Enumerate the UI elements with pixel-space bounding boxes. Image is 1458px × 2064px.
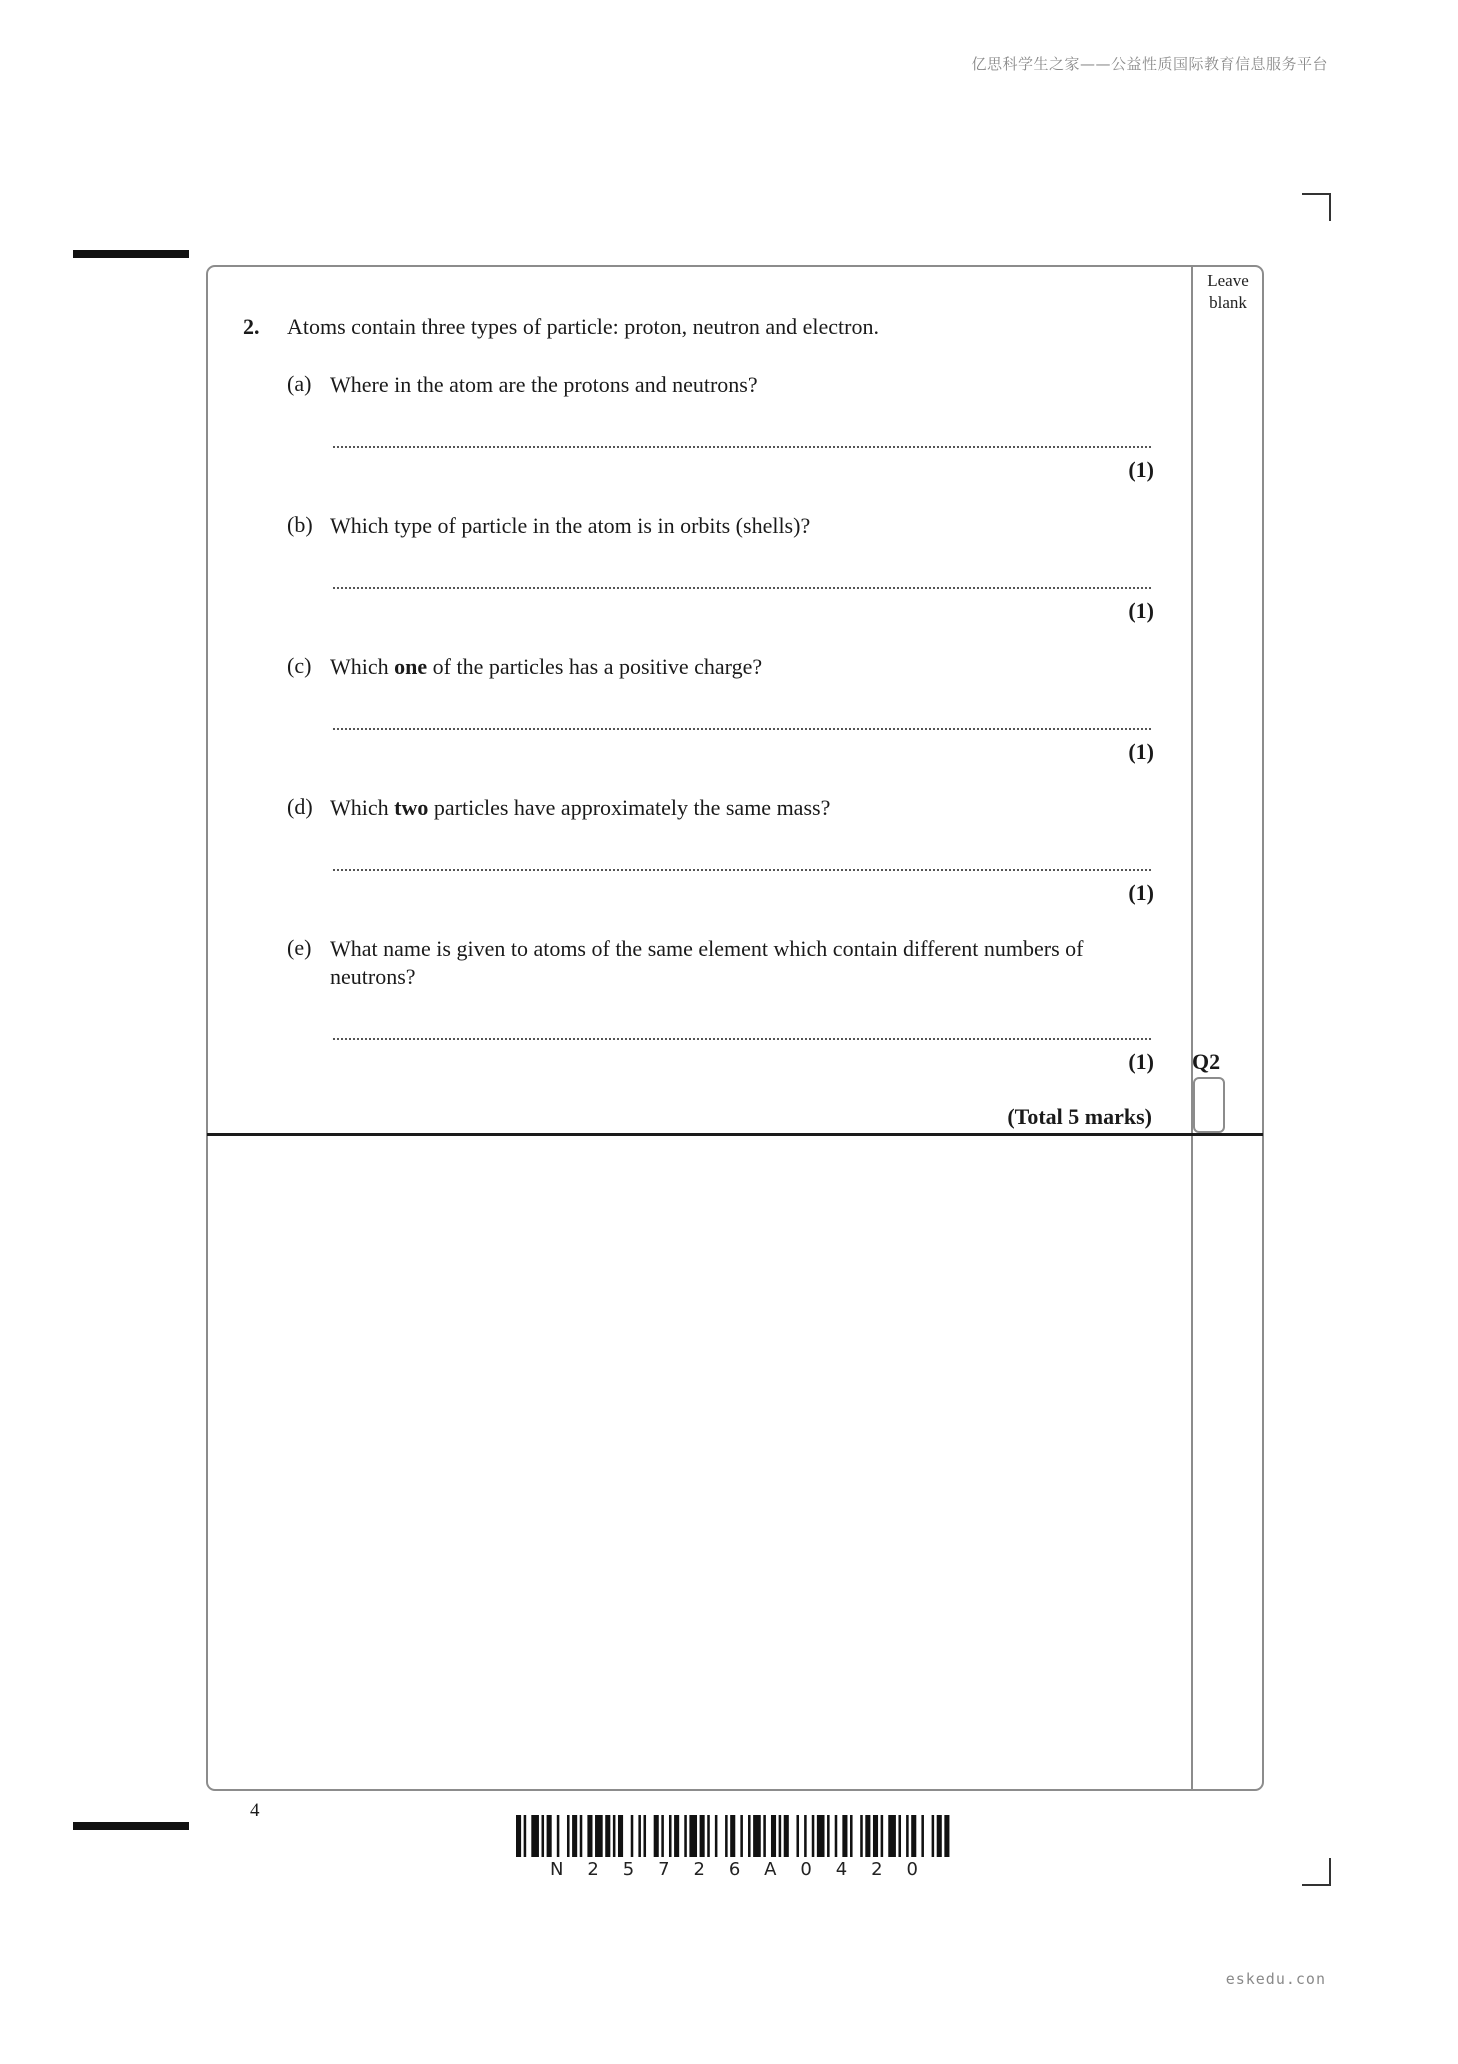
barcode-bar xyxy=(911,1815,916,1857)
barcode-bar xyxy=(567,1815,570,1857)
barcode-bar xyxy=(531,1815,539,1857)
crop-mark-top-h xyxy=(1302,193,1330,195)
barcode-bar xyxy=(784,1815,789,1857)
part-a-label: (a) xyxy=(287,371,312,396)
barcode-bar xyxy=(937,1815,942,1857)
barcode-bar xyxy=(817,1815,825,1857)
question-number: 2. xyxy=(243,314,260,339)
barcode-bar xyxy=(850,1815,853,1857)
part-d-label: (d) xyxy=(287,794,313,819)
footer-url: eskedu.con xyxy=(1225,1970,1326,1988)
barcode-digit: N xyxy=(550,1859,564,1880)
barcode-digit: A xyxy=(764,1859,777,1880)
barcode xyxy=(516,1815,952,1857)
barcode-bar xyxy=(631,1815,634,1857)
barcode-bar xyxy=(921,1815,924,1857)
barcode-bar xyxy=(779,1815,782,1857)
barcode-bar xyxy=(715,1815,718,1857)
barcode-bar xyxy=(638,1815,641,1857)
header-note: 亿思科学生之家——公益性质国际教育信息服务平台 xyxy=(971,55,1328,73)
barcode-bar xyxy=(804,1815,807,1857)
barcode-bar xyxy=(944,1815,949,1857)
barcode-bar xyxy=(725,1815,728,1857)
part-c-answer-line[interactable] xyxy=(333,728,1151,730)
barcode-bar xyxy=(771,1815,776,1857)
barcode-bar xyxy=(812,1815,815,1857)
question-tag: Q2 xyxy=(1192,1049,1221,1074)
barcode-bar xyxy=(547,1815,552,1857)
barcode-bar xyxy=(842,1815,847,1857)
barcode-digit: 2 xyxy=(693,1859,705,1880)
part-a-mark: (1) xyxy=(1128,457,1154,482)
barcode-bar xyxy=(516,1815,521,1857)
score-box[interactable] xyxy=(1193,1077,1225,1133)
barcode-bar xyxy=(684,1815,687,1857)
crop-mark-top-v xyxy=(1329,193,1331,221)
barcode-bar xyxy=(898,1815,901,1857)
part-d-text: Which two particles have approximately the same mass? xyxy=(330,795,831,820)
crop-mark-bottom-h xyxy=(1302,1884,1330,1886)
barcode-digits xyxy=(516,1859,952,1880)
part-c-mark: (1) xyxy=(1128,739,1154,764)
barcode-bar xyxy=(796,1815,799,1857)
barcode-digit: 2 xyxy=(871,1859,883,1880)
barcode-bar xyxy=(674,1815,679,1857)
barcode-digit: 0 xyxy=(800,1859,812,1880)
barcode-bar xyxy=(700,1815,705,1857)
barcode-bar xyxy=(865,1815,870,1857)
barcode-bar xyxy=(707,1815,710,1857)
question-stem: Atoms contain three types of particle: proton, neutron and electron. xyxy=(287,314,879,339)
barcode-bar xyxy=(661,1815,664,1857)
barcode-bar xyxy=(605,1815,610,1857)
part-c-label: (c) xyxy=(287,653,312,678)
part-c-emphasis: one xyxy=(394,654,428,679)
barcode-bar xyxy=(730,1815,735,1857)
part-b-label: (b) xyxy=(287,512,313,537)
crop-mark-bottom-v xyxy=(1329,1858,1331,1886)
total-marks: (Total 5 marks) xyxy=(1007,1104,1152,1129)
barcode-bar xyxy=(580,1815,583,1857)
part-b-mark: (1) xyxy=(1128,598,1154,623)
part-b-text: Which type of particle in the atom is in orbits (shells)? xyxy=(330,513,811,538)
barcode-bar xyxy=(595,1815,603,1857)
section-rule xyxy=(207,1133,1263,1136)
barcode-bar xyxy=(753,1815,761,1857)
part-e-text: What name is given to atoms of the same element which contain different numbers of neutrons? xyxy=(330,936,1084,989)
part-c-text: Which one of the particles has a positive charge? xyxy=(330,654,763,679)
part-e-mark: (1) xyxy=(1128,1049,1154,1074)
barcode-bar xyxy=(524,1815,527,1857)
barcode-bar xyxy=(873,1815,878,1857)
barcode-bar xyxy=(669,1815,672,1857)
barcode-digit: 7 xyxy=(658,1859,670,1880)
answer-frame xyxy=(206,265,1264,1791)
barcode-bar xyxy=(654,1815,659,1857)
leave-blank-label: Leave blank xyxy=(1207,271,1249,312)
barcode-bar xyxy=(572,1815,577,1857)
barcode-digit: 4 xyxy=(835,1859,848,1880)
barcode-bar xyxy=(643,1815,646,1857)
part-d-emphasis: two xyxy=(394,795,429,820)
barcode-bar xyxy=(906,1815,909,1857)
registration-bar-top xyxy=(73,250,189,258)
part-d-mark: (1) xyxy=(1128,880,1154,905)
barcode-bar xyxy=(763,1815,766,1857)
barcode-bar xyxy=(618,1815,623,1857)
barcode-bar xyxy=(888,1815,896,1857)
part-b-answer-line[interactable] xyxy=(333,587,1151,589)
barcode-bar xyxy=(748,1815,751,1857)
barcode-digit: 2 xyxy=(587,1859,599,1880)
part-a-answer-line[interactable] xyxy=(333,446,1151,448)
part-a-text: Where in the atom are the protons and neutrons? xyxy=(330,372,758,397)
barcode-digit: 0 xyxy=(906,1859,918,1880)
barcode-bar xyxy=(587,1815,592,1857)
barcode-bar xyxy=(740,1815,743,1857)
barcode-bar xyxy=(689,1815,697,1857)
barcode-digit: 6 xyxy=(728,1859,741,1880)
barcode-bar xyxy=(932,1815,935,1857)
part-e-answer-line[interactable] xyxy=(333,1038,1151,1040)
page-number: 4 xyxy=(250,1800,260,1821)
barcode-bar xyxy=(613,1815,616,1857)
barcode-digit: 5 xyxy=(622,1859,635,1880)
part-e-label: (e) xyxy=(287,935,312,960)
barcode-bar xyxy=(542,1815,545,1857)
registration-bar-bottom xyxy=(73,1822,189,1830)
part-d-answer-line[interactable] xyxy=(333,869,1151,871)
barcode-bar xyxy=(835,1815,838,1857)
barcode-bar xyxy=(557,1815,560,1857)
leave-blank-divider xyxy=(1191,266,1193,1790)
barcode-bar xyxy=(827,1815,830,1857)
barcode-bar xyxy=(860,1815,863,1857)
barcode-bar xyxy=(881,1815,884,1857)
